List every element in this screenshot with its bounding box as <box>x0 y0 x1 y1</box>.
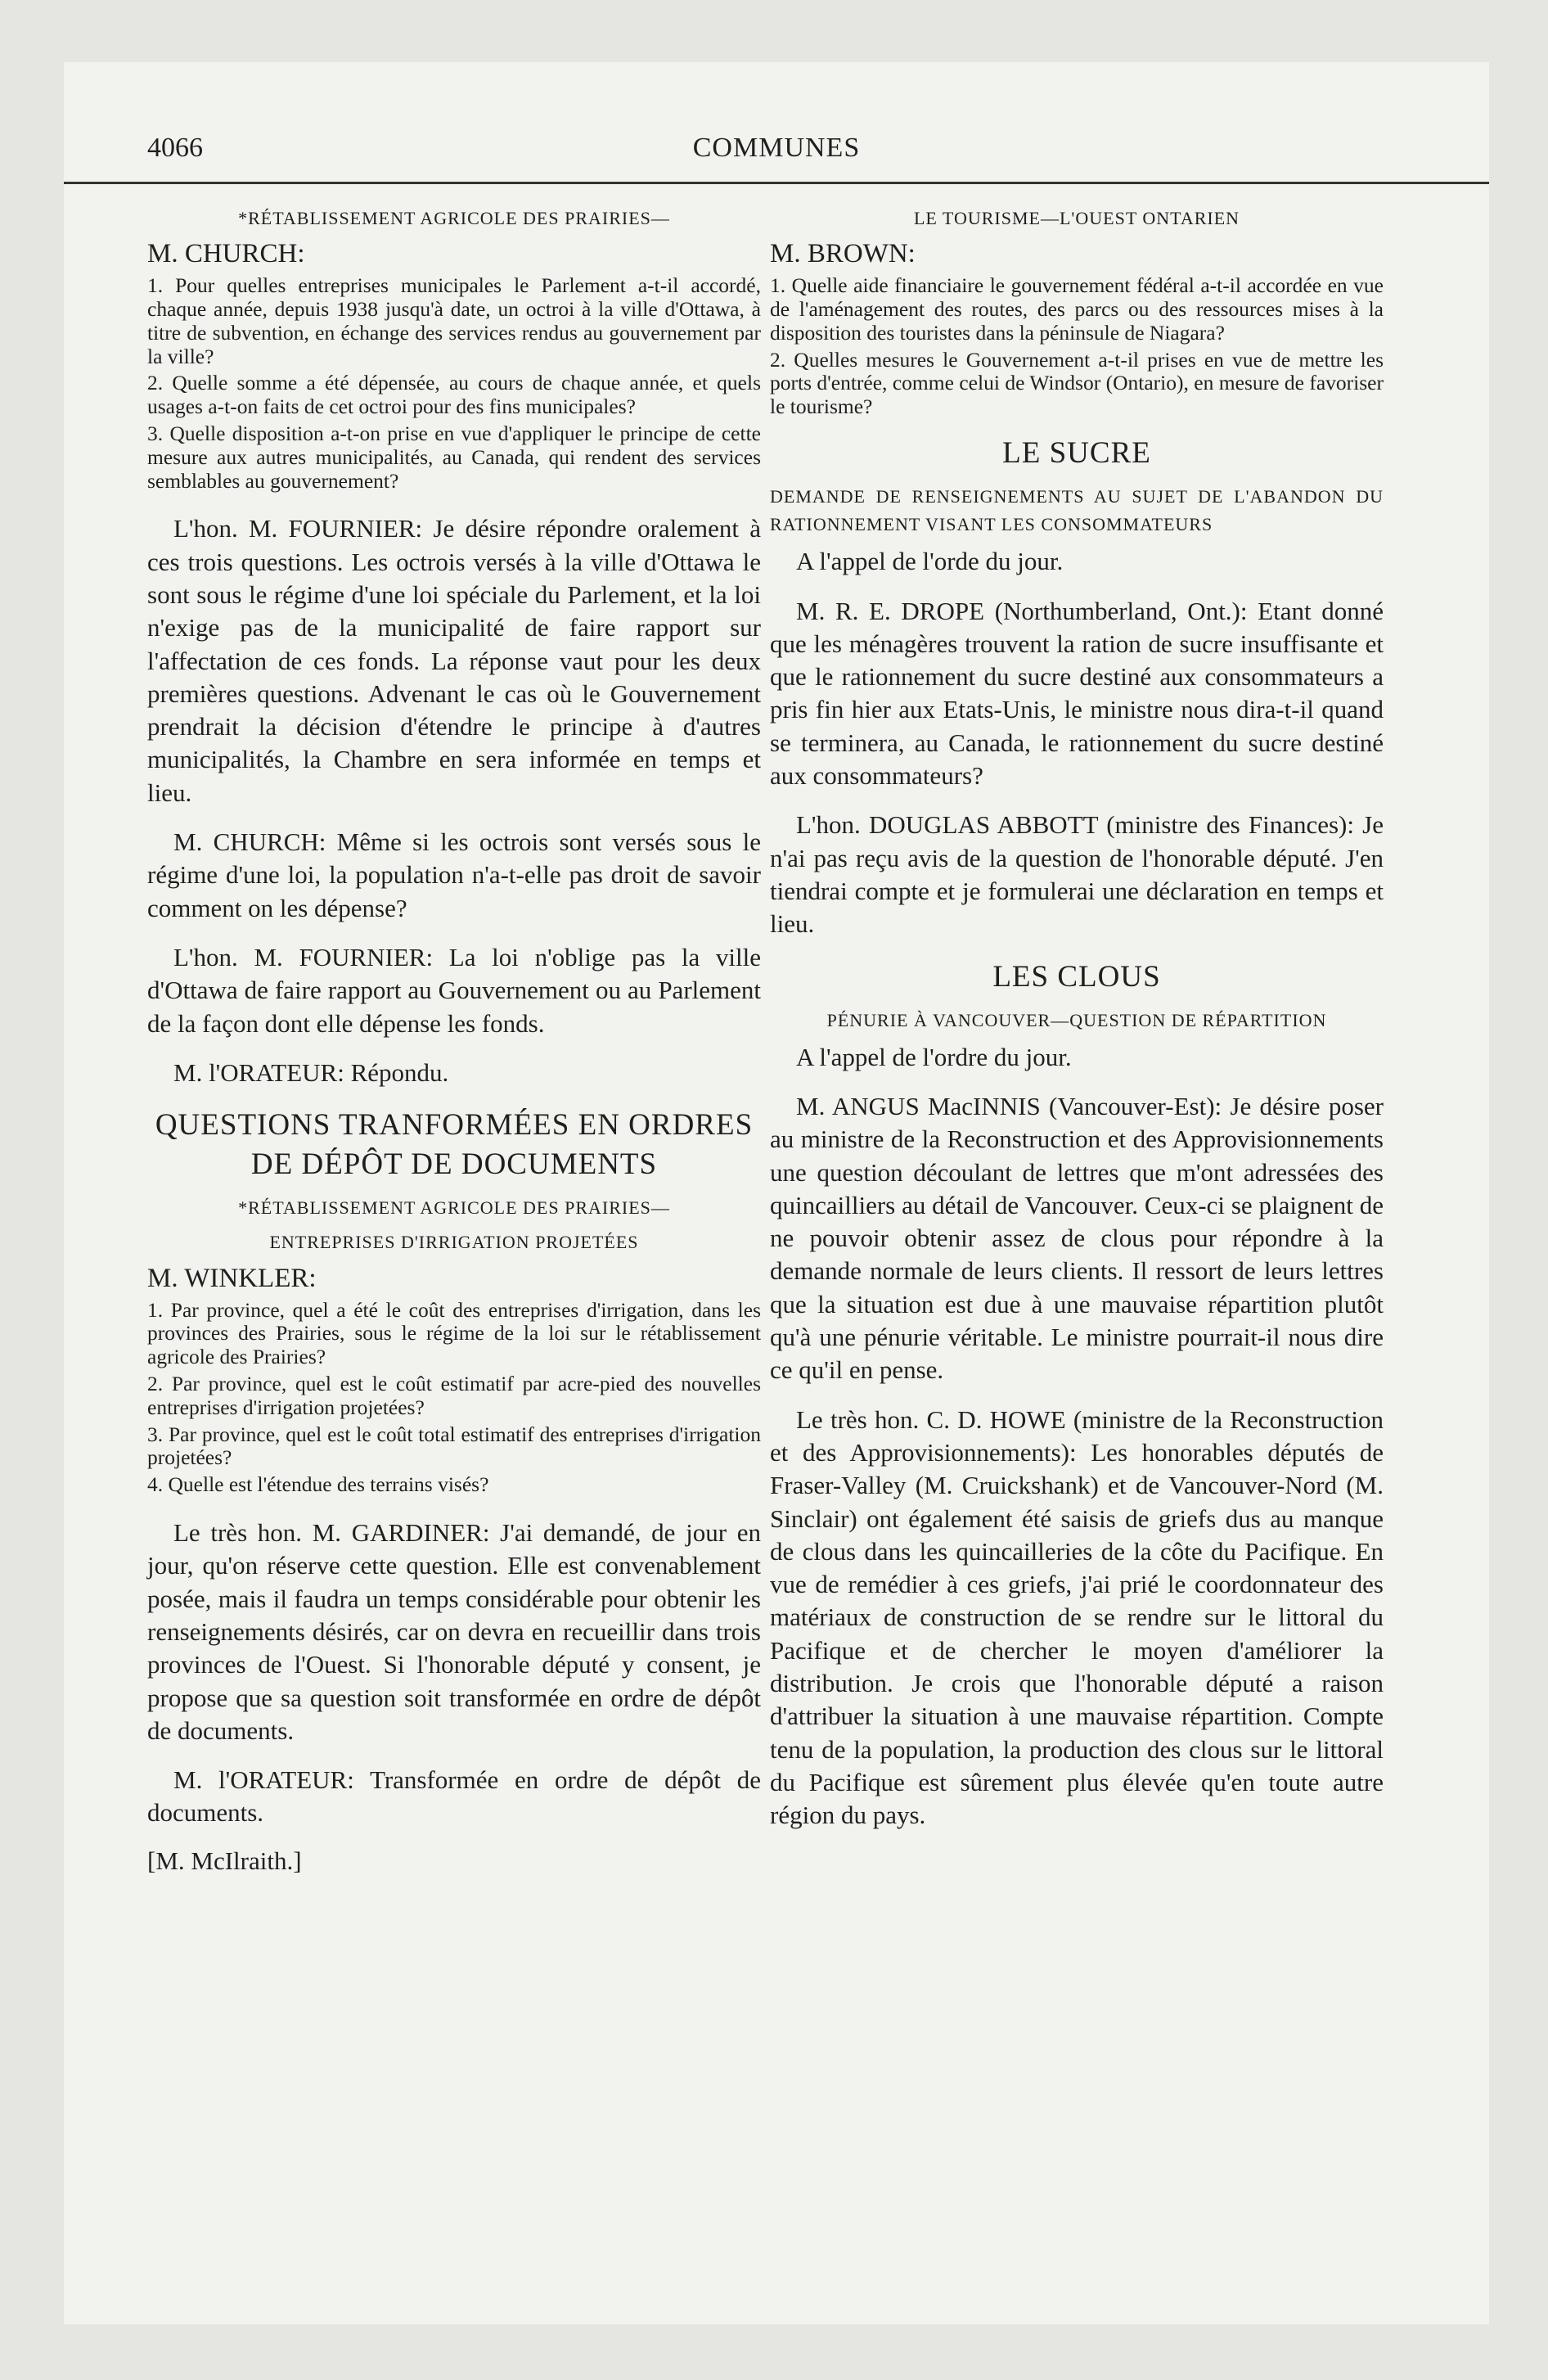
speaker: M. BROWN: <box>770 239 916 269</box>
question: 2. Quelle somme a été dépensée, au cours de chaque année, et quels usages a-t-on faits de cet octroi pour des fins municipales? <box>147 371 761 419</box>
question: 2. Par province, quel est le coût estimatif par acre-pied des nouvelles entreprises d'irrigation projetées? <box>147 1371 761 1419</box>
question: 3. Quelle disposition a-t-on prise en vue d'appliquer le principe de cette mesure aux autres municipalités, au Canada, qui rendent des services semblables au gouvernement? <box>147 421 761 493</box>
right-column <box>770 205 1384 1849</box>
paragraph: M. ANGUS MacINNIS (Vancouver-Est): Je désire poser au ministre de la Reconstruction et des Approvisionnements une question découlant de lettres que m'ont adressées des quincailliers au détail de Vancouver. Ceux-ci se plaignent de ne pouvoir obtenir assez de clous pour répondre à la demande normale de leurs clients. Il ressort de leurs lettres que la situation est due à une mauvaise répartition plutôt qu'à une pénurie véritable. Le ministre pourrait-il nous dire ce qu'il en pense. <box>770 1092 1384 1385</box>
paragraph: Le très hon. C. D. HOWE (ministre de la Reconstruction et des Approvisionnements): Les honorables députés de Fraser-Valley (M. Cruickshank) et de Vancouver-Nord (M. Sinclair) ont également été saisis de griefs dus au manque de clous dans les quincailleries de la côte du Pacifique. En vue de remédier à ces griefs, j'ai prié le coordonnateur des matériaux de construction de se rendre sur le littoral du Pacifique et de chercher le moyen d'améliorer la distribution. Je crois que l'honorable député a raison d'attribuer la situation à une mauvaise répartition. Compte tenu de la population, la production des clous sur le littoral du Pacifique est sûrement plus élevée qu'en toute autre région du pays. <box>770 1404 1384 1830</box>
paragraph: M. CHURCH: Même si les octrois sont versés sous le régime d'une loi, la population n'a-t-elle pas droit de savoir comment on les dépense? <box>147 827 761 922</box>
paragraph: L'hon. M. FOURNIER: Je désire répondre oralement à ces trois questions. Les octrois versés à la ville d'Ottawa le sont sous le régime d'une loi spéciale du Parlement, et la loi n'exige pas de la municipalité de faire rapport sur l'affectation de ces fonds. La réponse vaut pour les deux premières questions. Advenant le cas où le Gouvernement prendrait la décision d'étendre le principe à d'autres municipalités, la Chambre en sera informée en temps et lieu. <box>147 514 761 807</box>
subheading: ENTREPRISES D'IRRIGATION PROJETÉES <box>269 1232 639 1253</box>
subheading: *RÉTABLISSEMENT AGRICOLE DES PRAIRIES— <box>238 208 670 228</box>
question: 1. Par province, quel a été le coût des entreprises d'irrigation, dans les provinces des Prairies, sous le régime de la loi sur le rétablissement agricole des Prairies? <box>147 1297 761 1369</box>
question: 1. Pour quelles entreprises municipales le Parlement a-t-il accordé, chaque année, depuis 1938 jusqu'à date, un octroi à la ville d'Ottawa, à titre de subvention, en échange des services rendus au gouvernement par la ville? <box>147 273 761 368</box>
paragraph: M. R. E. DROPE (Northumberland, Ont.): Etant donné que les ménagères trouvent la ration de sucre insuffisante et que le rationnement du sucre destiné aux consommateurs a pris fin hier aux Etats-Unis, le ministre nous dira-t-il quand se terminera, au Canada, le rationnement du sucre destiné aux consommateurs? <box>770 596 1384 791</box>
section-title: QUESTIONS TRANFORMÉES EN ORDRES DE DÉPÔT DE DOCUMENTS <box>155 1108 754 1182</box>
paragraph: L'hon. DOUGLAS ABBOTT (ministre des Finances): Je n'ai pas reçu avis de la question de l'honorable député. J'en tiendrai compte et je formulerai une déclaration en temps et lieu. <box>770 810 1384 939</box>
speaker: M. CHURCH: <box>147 239 305 269</box>
section-title: LE SUCRE <box>1002 435 1151 470</box>
question: 1. Quelle aide financiaire le gouvernement fédéral a-t-il accordée en vue de l'aménagement des routes, des parcs ou des ressources mises à la disposition des touristes dans la péninsule de Niagara? <box>770 273 1384 345</box>
paragraph: Le très hon. M. GARDINER: J'ai demandé, de jour en jour, qu'on réserve cette question. Elle est convenablement posée, mais il faudra un temps considérable pour obtenir les renseignements désirés, car on devra en recueillir dans trois provinces de l'Ouest. Si l'honorable député y consent, je propose que sa question soit transformée en ordre de dépôt de documents. <box>147 1518 761 1745</box>
running-title: COMMUNES <box>692 133 861 163</box>
section-title: LES CLOUS <box>992 959 1161 994</box>
footer-note: [M. McIlraith.] <box>147 1846 302 1875</box>
paragraph: A l'appel de l'orde du jour. <box>796 547 1064 576</box>
left-column <box>147 205 761 1876</box>
question: 2. Quelles mesures le Gouvernement a-t-il prises en vue de mettre les ports d'entrée, comme celui de Windsor (Ontario), en mesure de favoriser le tourisme? <box>770 347 1384 419</box>
speaker: M. WINKLER: <box>147 1263 317 1293</box>
question: 3. Par province, quel est le coût total estimatif des entreprises d'irrigation projetées? <box>147 1422 761 1470</box>
paragraph: A l'appel de l'ordre du jour. <box>796 1042 1072 1071</box>
page-header <box>64 133 1489 184</box>
subheading: *RÉTABLISSEMENT AGRICOLE DES PRAIRIES— <box>238 1197 670 1219</box>
question: 4. Quelle est l'étendue des terrains visés? <box>147 1472 489 1497</box>
subheading: PÉNURIE À VANCOUVER—QUESTION DE RÉPARTITION <box>826 1009 1327 1030</box>
subheading: DEMANDE DE RENSEIGNEMENTS AU SUJET DE L'ABANDON DU RATIONNEMENT VISANT LES CONSOMMATEURS <box>770 486 1384 535</box>
paragraph: L'hon. M. FOURNIER: La loi n'oblige pas la ville d'Ottawa de faire rapport au Gouvernement ou au Parlement de la façon dont elle dépense les fonds. <box>147 942 761 1038</box>
page-number: 4066 <box>147 133 203 163</box>
paragraph: M. l'ORATEUR: Transformée en ordre de dépôt de documents. <box>147 1765 761 1828</box>
subheading: LE TOURISME—L'OUEST ONTARIEN <box>913 208 1240 228</box>
paragraph: M. l'ORATEUR: Répondu. <box>173 1057 449 1087</box>
page <box>64 62 1489 2324</box>
